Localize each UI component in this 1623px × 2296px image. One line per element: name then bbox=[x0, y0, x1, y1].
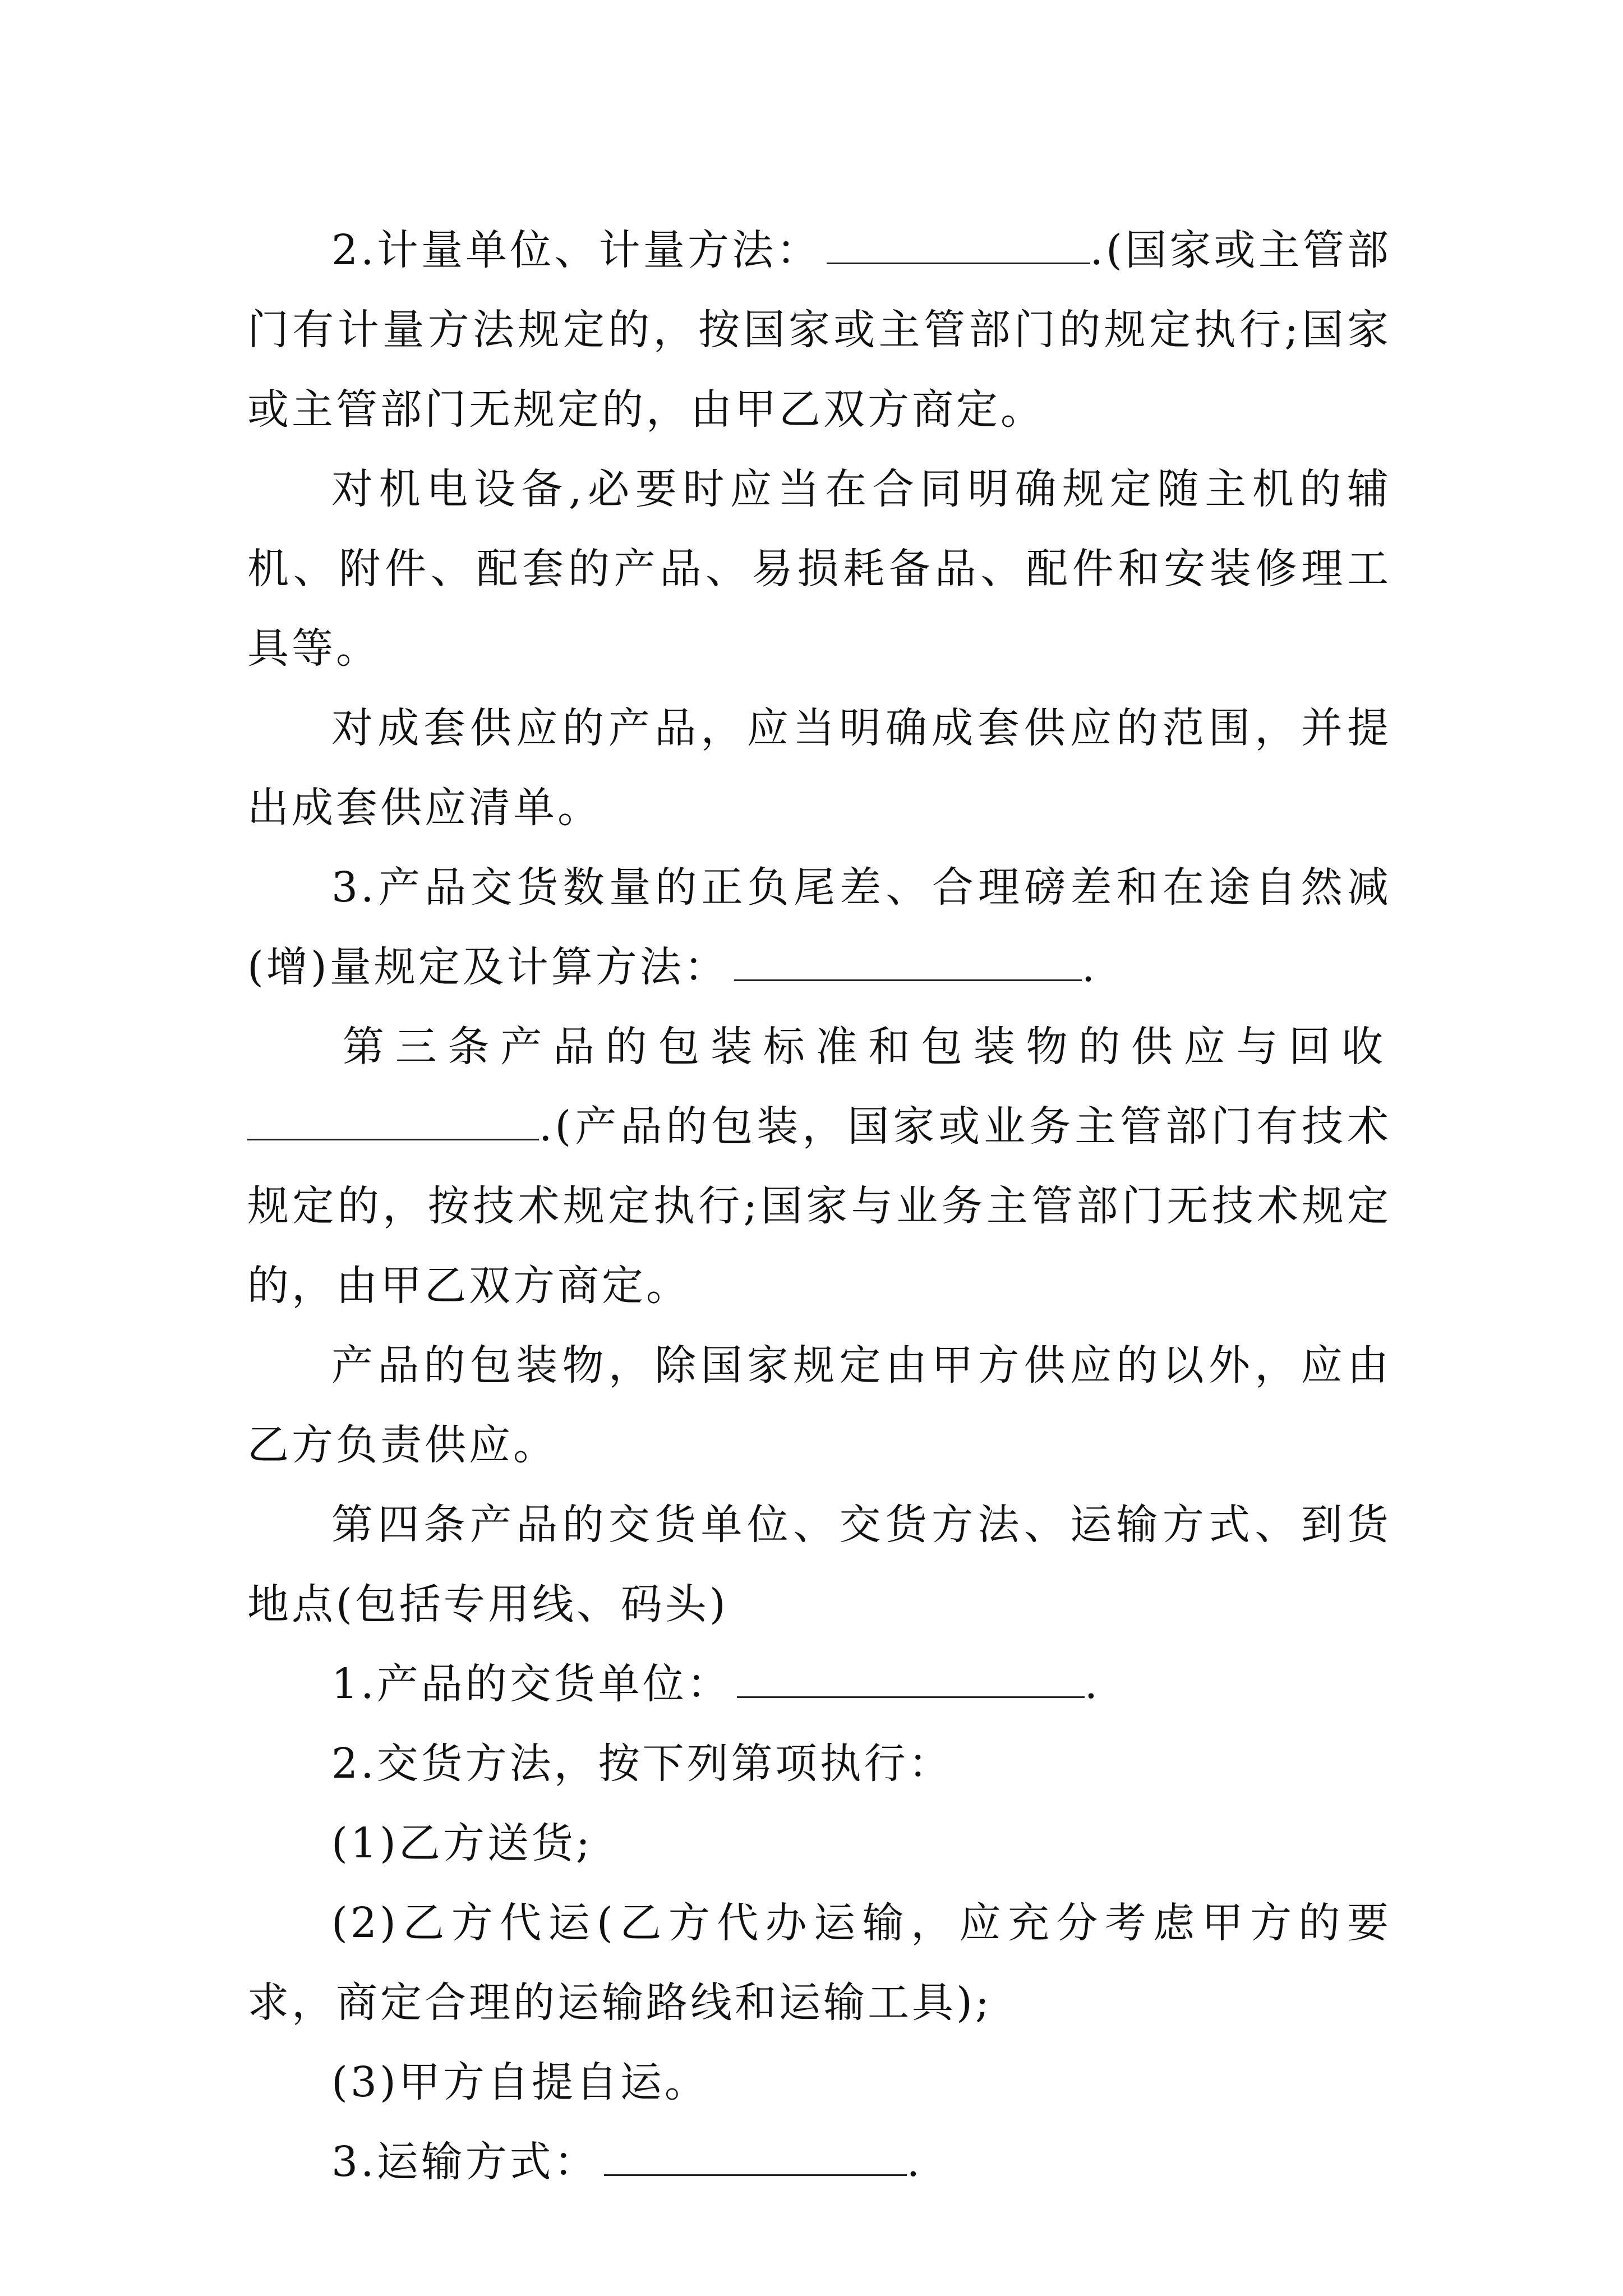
paragraph-delivery-quantity bbox=[247, 848, 1391, 1007]
paragraph-text: 2.计量单位、计量方法： bbox=[331, 226, 821, 274]
paragraph-packaging-supply: 产品的包装物，除国家规定由甲方供应的以外，应由乙方负责供应。 bbox=[247, 1341, 1391, 1469]
paragraph-delivery-unit bbox=[247, 1644, 1391, 1724]
paragraph-text: . bbox=[1081, 943, 1098, 991]
paragraph-text: 1.产品的交货单位： bbox=[331, 1660, 731, 1708]
fill-in-blank[interactable] bbox=[604, 2135, 907, 2176]
paragraph-text: 3.产品交货数量的正负尾差、合理磅差和在途自然减(增)量规定及计算方法： bbox=[247, 863, 1391, 991]
paragraph-text: 3.运输方式： bbox=[331, 2138, 598, 2186]
paragraph-text: . bbox=[1084, 1660, 1101, 1708]
paragraph-option-seller-ships: (2)乙方代运(乙方代办运输，应充分考虑甲方的要求，商定合理的运输路线和运输工具); bbox=[247, 1899, 1391, 2027]
paragraph-measurement-unit bbox=[247, 210, 1391, 449]
paragraph-text: 第三条产品的包装标准和包装物的供应与回收 bbox=[343, 1023, 1391, 1071]
document-body bbox=[247, 210, 1391, 2202]
paragraph-transport-mode bbox=[247, 2122, 1391, 2202]
paragraph-text: .(国家或主管部门有计量方法规定的，按国家或主管部门的规定执行;国家或主管部门无规定的，由甲乙双方商定。 bbox=[247, 226, 1391, 434]
fill-in-blank[interactable] bbox=[734, 940, 1082, 981]
paragraph-text: .(产品的包装，国家或业务主管部门有技术规定的，按技术规定执行;国家与业务主管部门无技术规定的，由甲乙双方商定。 bbox=[247, 1102, 1391, 1310]
paragraph-option-buyer-picks-up: (3)甲方自提自运。 bbox=[331, 2058, 709, 2106]
paragraph-option-seller-delivers: (1)乙方送货; bbox=[331, 1819, 593, 1867]
paragraph-delivery-method: 2.交货方法，按下列第项执行： bbox=[331, 1740, 953, 1788]
fill-in-blank[interactable] bbox=[247, 1099, 539, 1140]
fill-in-blank[interactable] bbox=[827, 223, 1090, 264]
paragraph-complete-set-supply: 对成套供应的产品，应当明确成套供应的范围，并提出成套供应清单。 bbox=[247, 704, 1391, 832]
paragraph-article-three-packaging bbox=[247, 1007, 1391, 1326]
paragraph-text: . bbox=[906, 2138, 923, 2186]
paragraph-electromechanical: 对机电设备,必要时应当在合同明确规定随主机的辅机、附件、配套的产品、易损耗备品、配件和安装修理工具等。 bbox=[247, 465, 1391, 673]
paragraph-article-four-delivery: 第四条产品的交货单位、交货方法、运输方式、到货地点(包括专用线、码头) bbox=[247, 1501, 1391, 1628]
fill-in-blank[interactable] bbox=[737, 1657, 1085, 1698]
